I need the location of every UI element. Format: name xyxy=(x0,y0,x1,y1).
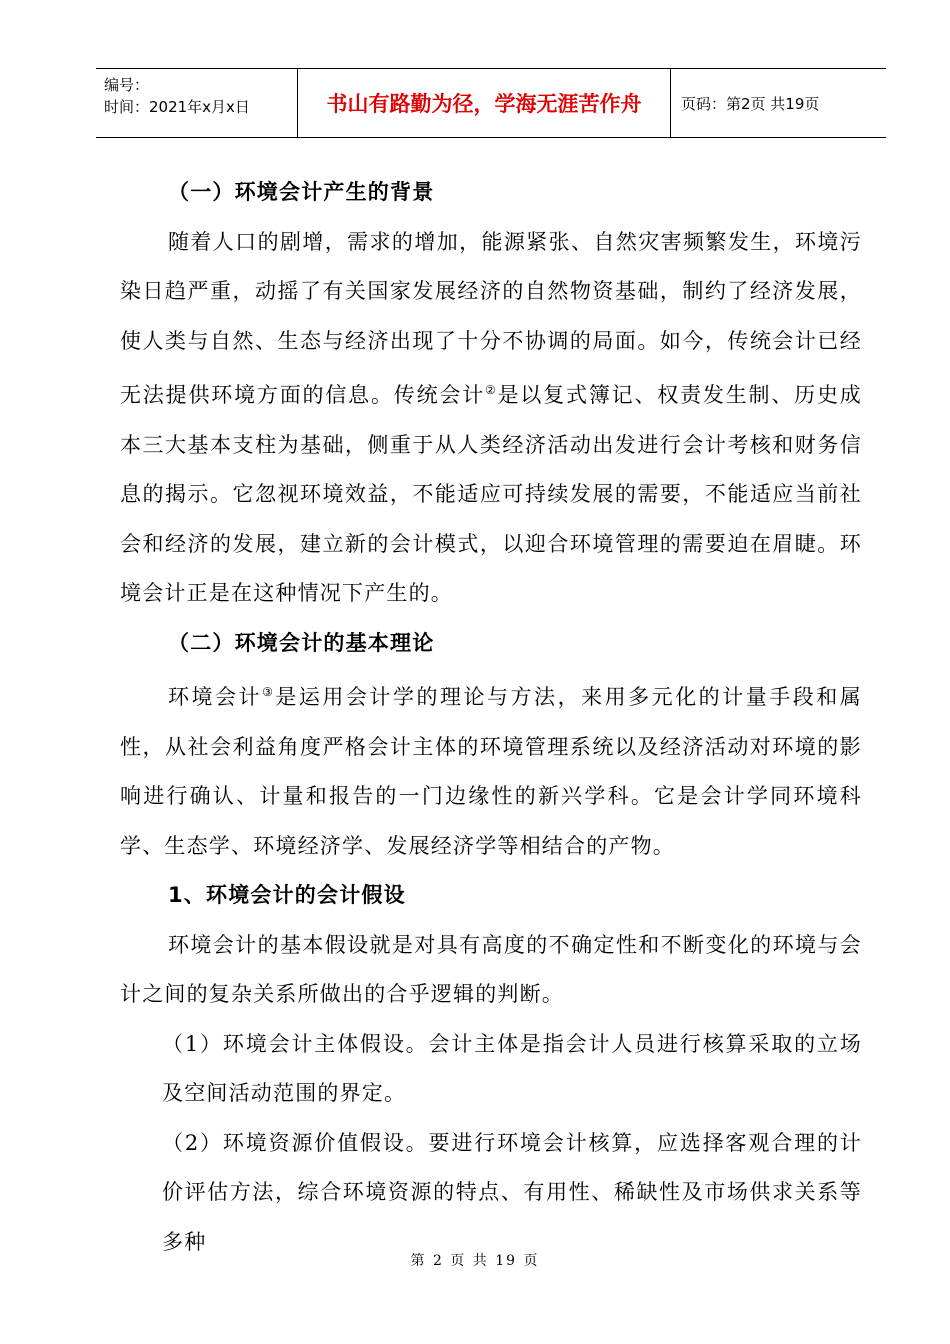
paragraph-entity-assumption: （1）环境会计主体假设。会计主体是指会计人员进行核算采取的立场及空间活动范围的界定。 xyxy=(162,1031,862,1105)
page-header xyxy=(96,68,886,138)
text-part: 环境会计 xyxy=(168,685,263,709)
section-heading-2: （二）环境会计的基本理论 xyxy=(168,630,435,655)
text-part: 是运用会计学的理论与方法，来用多元化的计量手段和属性，从社会利益角度严格会计主体的环境管理系统以及经济活动对环境的影响进行确认、计量和报告的一门边缘性的新兴学科。它是会计学同环境科学、生态学、环境经济学、发展经济学等相结合的产物。 xyxy=(120,685,862,858)
document-body xyxy=(120,168,862,1267)
footnote-ref-2: ② xyxy=(485,383,498,397)
time-label: 时间：2021年x月x日 xyxy=(104,98,250,116)
page-footer: 第 2 页 共 19 页 xyxy=(410,1253,540,1269)
section-heading-3: 1、环境会计的会计假设 xyxy=(168,883,406,907)
footnote-ref-3: ③ xyxy=(262,685,276,699)
paragraph-value-assumption: （2）环境资源价值假设。要进行环境会计核算，应选择客观合理的计价评估方法，综合环境资源的特点、有用性、稀缺性及市场供求关系等多种 xyxy=(162,1130,862,1254)
paragraph-background xyxy=(120,218,862,619)
paragraph-assumptions: 环境会计的基本假设就是对具有高度的不确定性和不断变化的环境与会计之间的复杂关系所做出的合乎逻辑的判断。 xyxy=(120,932,862,1006)
header-meta xyxy=(104,74,250,118)
section-heading-1: （一）环境会计产生的背景 xyxy=(168,180,435,204)
number-label: 编号： xyxy=(104,76,150,94)
text-part: 随着人口的剧增，需求的增加，能源紧张、自然灾害频繁发生，环境污染日趋严重，动摇了有关国家发展经济的自然物资基础，制约了经济发展，使人类与自然、生态与经济出现了十分不协调的局面。如今，传统会计已经无法提供环境方面的信息。传统会计 xyxy=(120,229,862,407)
text-part: 是以复式簿记、权责发生制、历史成本三大基本支柱为基础，侧重于从人类经济活动出发进行会计考核和财务信息的揭示。它忽视环境效益，不能适应可持续发展的需要，不能适应当前社会和经济的发展，建立新的会计模式，以迎合环境管理的需要迫在眉睫。环境会计正是在这种情况下产生的。 xyxy=(120,383,862,605)
header-page-label: 页码：第2页 共19页 xyxy=(681,95,820,113)
header-motto: 书山有路勤为径，学海无涯苦作舟 xyxy=(297,69,671,137)
paragraph-theory xyxy=(120,668,862,871)
